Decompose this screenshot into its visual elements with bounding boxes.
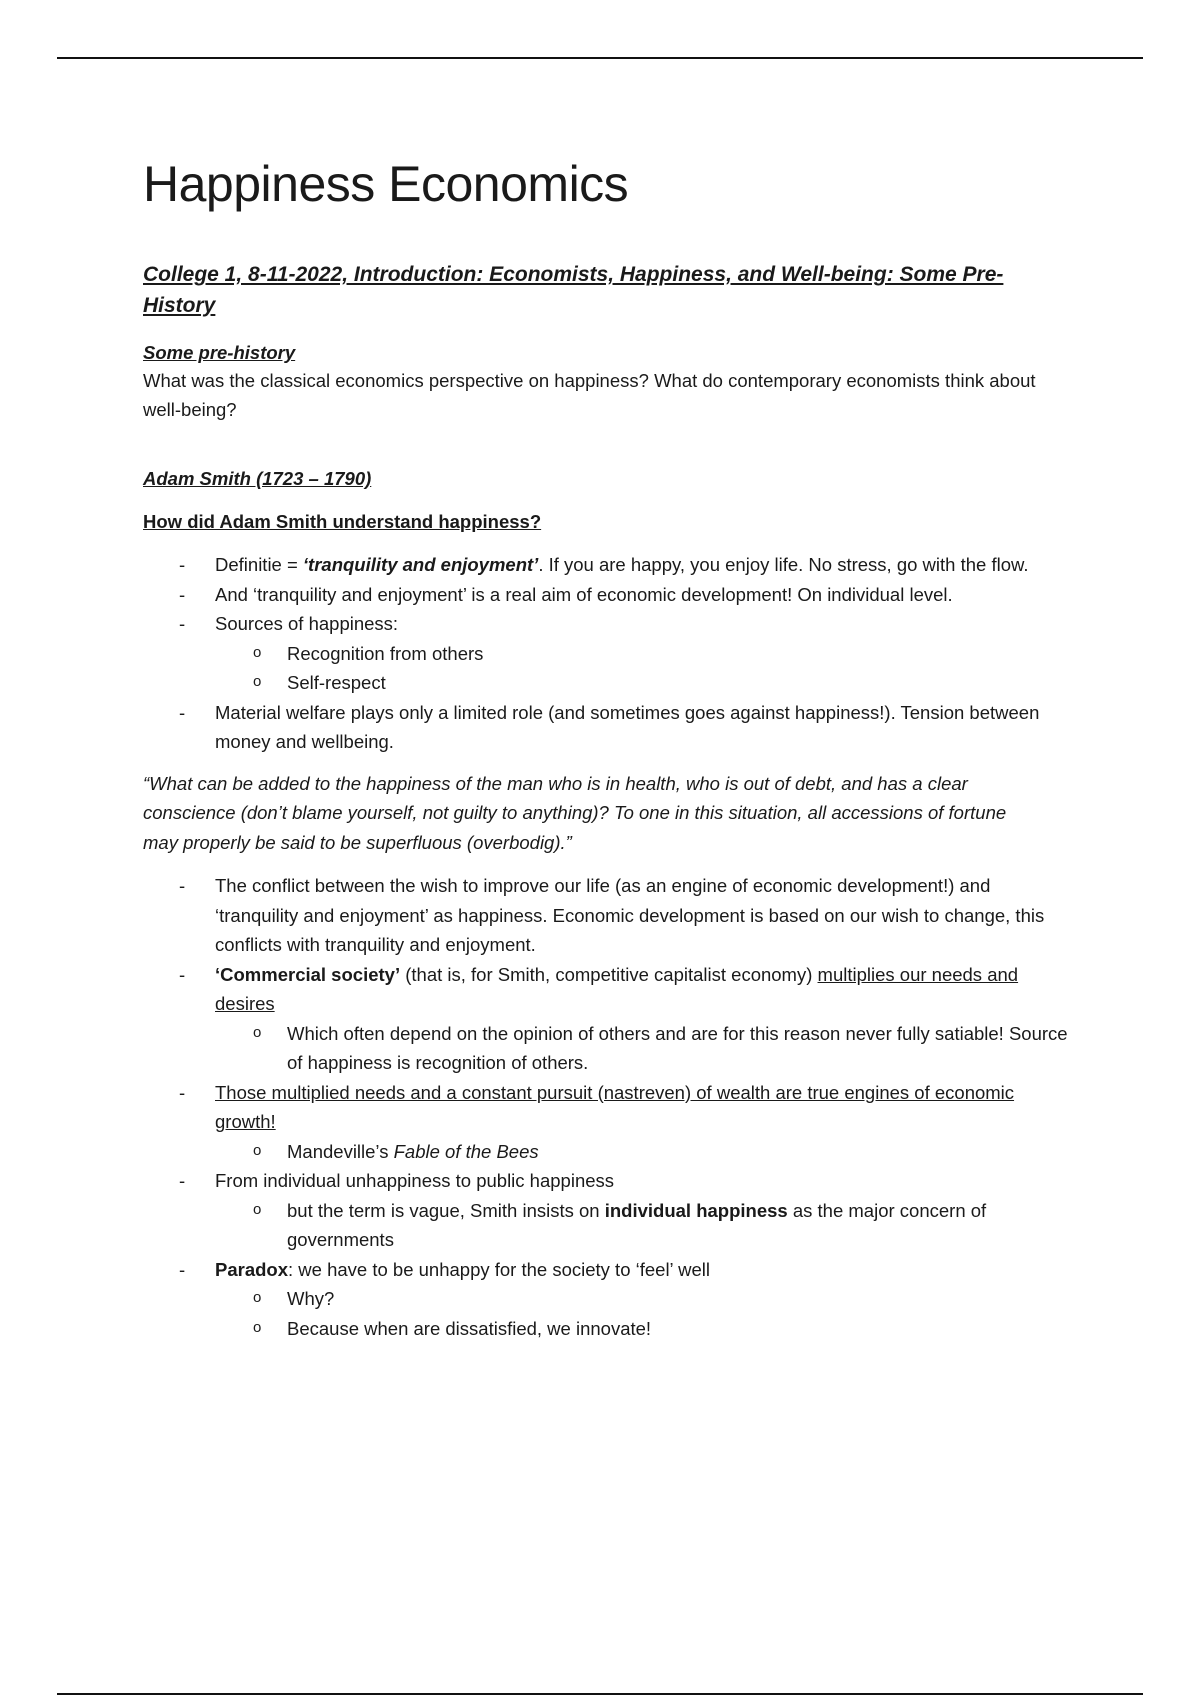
bullet-underlined: multiplies our needs and desires: [215, 963, 1019, 1014]
bullet-text: The conflict between the wish to improve our life (as an engine of economic development!) and ‘tranquility and enjoyment’ as happiness. Economic development is based on our wish to change, this conflicts with tranquility and enjoyment.: [215, 875, 1045, 955]
how-heading: How did Adam Smith understand happiness?: [143, 511, 542, 532]
list-item: [143, 698, 1073, 757]
sub-list: [215, 1137, 1073, 1167]
bullet-text: And ‘tranquility and enjoyment’ is a real aim of economic development! On individual level.: [215, 583, 953, 605]
bullet-text: From individual unhappiness to public happiness: [215, 1170, 615, 1191]
sub-list-item: o Why?: [215, 1284, 1073, 1314]
sub-list-item: [215, 1196, 1073, 1255]
list-item: [143, 1166, 1073, 1255]
document-title: Happiness Economics: [143, 156, 629, 212]
college-heading: College 1, 8-11-2022, Introduction: Economists, Happiness, and Well-being: Some Pre-History: [143, 263, 1004, 317]
list-item: [143, 550, 1073, 580]
top-rule: [57, 57, 1143, 59]
bullet-list-1: [143, 550, 1073, 757]
sub-list: [215, 1196, 1073, 1255]
list-item: [143, 1255, 1073, 1344]
bullet-text: Definitie =: [215, 554, 303, 575]
sub-list-item: o Because when are dissatisfied, we innovate!: [215, 1314, 1073, 1344]
bullet-list-2: [143, 871, 1073, 1343]
list-item: [143, 1078, 1073, 1167]
sub-item-text: but the term is vague, Smith insists on: [287, 1199, 605, 1221]
bottom-rule: [57, 1693, 1143, 1695]
document-body: [143, 140, 1073, 1343]
list-item: [143, 960, 1073, 1078]
bullet-text: Material welfare plays only a limited role (and sometimes goes against happiness!). Tension between money and wellbeing.: [215, 701, 1040, 752]
prehistory-heading: Some pre-history: [143, 342, 296, 363]
sub-item-italic: Fable of the Bees: [393, 1140, 539, 1162]
sub-item-text: as the major concern of governments: [287, 1199, 987, 1250]
sub-list-item: o Which often depend on the opinion of others and are for this reason never fully satiable! Source of happiness is recognition of others.: [215, 1019, 1073, 1078]
sub-list-item: [215, 1137, 1073, 1167]
bullet-underlined: Those multiplied needs and a constant pursuit (nastreven) of wealth are true engines of economic growth!: [215, 1081, 1015, 1132]
adam-smith-heading: Adam Smith (1723 – 1790): [143, 468, 372, 489]
sub-list-item: o Recognition from others: [215, 639, 1073, 669]
list-item: [143, 609, 1073, 698]
sub-item-bold: individual happiness: [604, 1199, 788, 1221]
bullet-emphasis: Paradox: [215, 1258, 289, 1280]
sub-item-text: Mandeville’s: [287, 1140, 394, 1162]
bullet-text: : we have to be unhappy for the society to ‘feel’ well: [288, 1258, 710, 1280]
sub-list-item: o Self-respect: [215, 668, 1073, 698]
bullet-emphasis: ‘Commercial society’: [215, 963, 401, 985]
sub-list: [215, 1284, 1073, 1343]
prehistory-text: What was the classical economics perspective on happiness? What do contemporary economists think about well-being?: [143, 370, 1036, 420]
bullet-text: Sources of happiness:: [215, 613, 399, 634]
list-item: [143, 871, 1073, 960]
bullet-text: (that is, for Smith, competitive capitalist economy): [400, 963, 818, 985]
list-item: [143, 580, 1073, 610]
smith-quote: “What can be added to the happiness of the man who is in health, who is out of debt, and has a clear conscience (don’t blame yourself, not guilty to anything)? To one in this situation, all accessions of fortune may properly be said to be superfluous (overbodig).”: [143, 772, 1007, 853]
sub-list: [215, 639, 1073, 698]
bullet-text: . If you are happy, you enjoy life. No stress, go with the flow.: [538, 554, 1029, 575]
bullet-emphasis: ‘tranquility and enjoyment’: [302, 554, 539, 575]
sub-list: [215, 1019, 1073, 1078]
